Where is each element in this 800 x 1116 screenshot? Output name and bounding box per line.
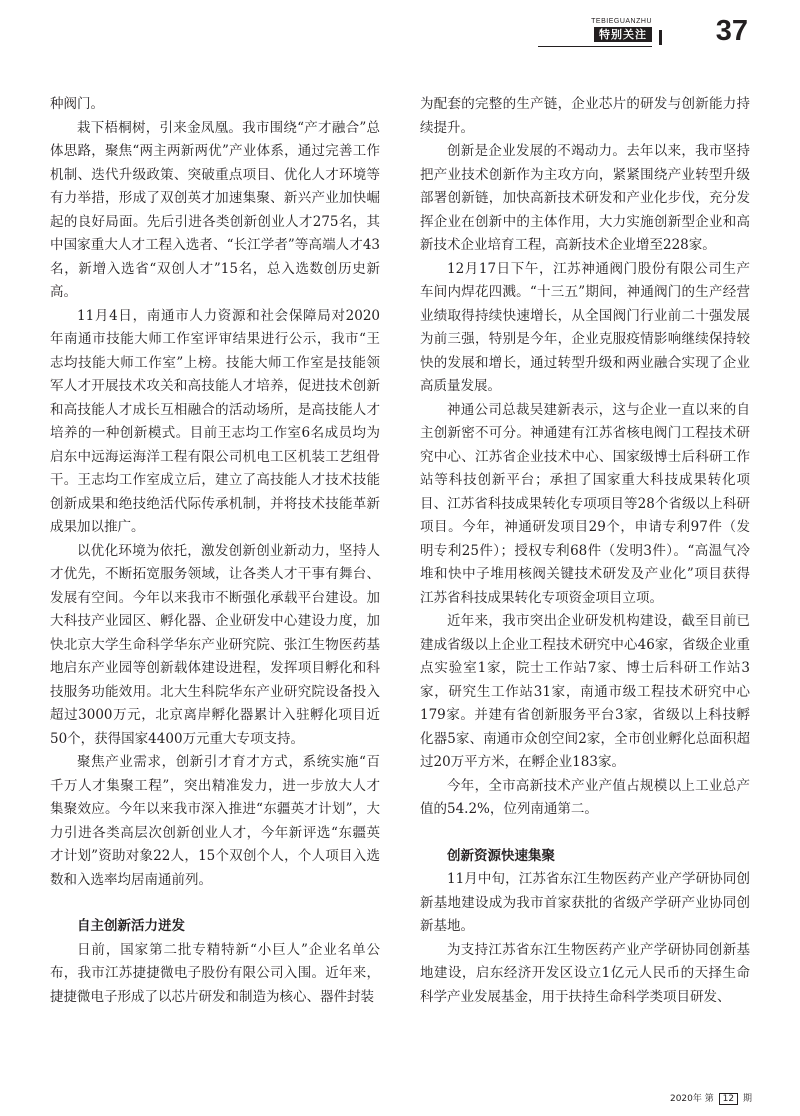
section-heading: 自主创新活力迸发	[77, 918, 185, 934]
header-pinyin: TEBIEGUANZHU	[591, 18, 652, 25]
page-footer	[670, 1091, 752, 1105]
section-heading: 创新资源快速集聚	[447, 847, 555, 864]
paragraph: 11月4日，南通市人力资源和社会保障局对2020年南通市技能大师工作室评审结果进行公示，我市“王志均技能大师工作室”上榜。技能大师工作室是技能领军人才开展技术攻关和高技能人才培养，促进技术创新和高技能人才成长互相融合的活动场所，是高技能人才培养的一种创新模式。目前王志均工作室6名成员均为启东中远海运海洋工程有限公司机电工区机装工艺组骨干。王志均工作室成立后，建立了高技能人才技术技能创新成果和绝技绝活代际传承机制，并将技术技能革新成果加以推广。	[50, 307, 380, 535]
left-column	[50, 93, 380, 1009]
paragraph: 近年来，我市突出企业研发机构建设，截至目前已建成省级以上企业工程技术研究中心46家，省级企业重点实验室1家，院士工作站7家、博士后科研工作站3家，研究生工作站31家，南通市级工程技术研究中心179家。并建有省创新服务平台3家，省级以上科技孵化器5家、南通市众创空间2家，全市创业孵化总面积超过20万平方米，在孵企业183家。	[420, 613, 750, 770]
page-header	[538, 14, 748, 48]
header-divider-bar	[659, 30, 662, 45]
header-section-tag: 特别关注	[594, 27, 652, 42]
footer-issue-number: 12	[719, 1093, 738, 1105]
footer-year: 2020年	[669, 1094, 702, 1104]
paragraph: 11月中旬，江苏省东江生物医药产业产学研协同创新基地建设成为我市首家获批的省级产学研产业协同创新基地。	[420, 871, 750, 934]
page-number: 37	[715, 15, 748, 47]
paragraph: 12月17日下午，江苏神通阀门股份有限公司生产车间内焊花四溅。“十三五”期间，神通阀门的生产经营业绩取得持续快速增长，从全国阀门行业前二十强发展为前三强，特别是今年，企业克服疫情影响继续保持较快的发展和增长，通过转型升级和两业融合实现了企业高质量发展。	[420, 260, 750, 394]
paragraph: 为配套的完整的生产链，企业芯片的研发与创新能力持续提升。	[420, 96, 750, 136]
paragraph: 创新是企业发展的不竭动力。去年以来，我市坚持把产业技术创新作为主攻方向，紧紧围绕产业转型升级部署创新链，加快高新技术研发和产业化步伐，充分发挥企业在创新中的主体作用，大力实施创新型企业和高新技术企业培育工程，高新技术企业增至228家。	[420, 143, 750, 253]
paragraph: 以优化环境为依托，激发创新创业新动力，坚持人才优先，不断拓宽服务领域，让各类人才干事有舞台、发展有空间。今年以来我市不断强化承载平台建设。加大科技产业园区、孵化器、企业研发中心建设力度，加快北京大学生命科学华东产业研究院、张江生物医药基地启东产业园等创新载体建设进程，发挥项目孵化和科技服务功能效用。北大生科院华东产业研究院设备投入超过3000万元，北京离岸孵化器累计入驻孵化项目近50个，获得国家4400万元重大专项支持。	[50, 542, 380, 747]
paragraph: 日前，国家第二批专精特新“小巨人”企业名单公布，我市江苏捷捷微电子股份有限公司入围。近年来，捷捷微电子形成了以芯片研发和制造为核心、器件封装	[50, 941, 380, 1005]
header-rule	[538, 46, 652, 47]
footer-di: 第	[704, 1094, 714, 1104]
paragraph: 栽下梧桐树，引来金凤凰。我市围绕“产才融合”总体思路，聚焦“两主两新两优”产业体系，通过完善工作机制、迭代升级政策、突破重点项目、优化人才环境等有力举措，形成了双创英才加速集聚、新兴产业加快崛起的良好局面。先后引进各类创新创业人才275名，其中国家重大人才工程入选者、“长江学者”等高端人才43名，新增入选省“双创人才”15名，总入选数创历史新高。	[50, 119, 380, 300]
paragraph: 种阀门。	[50, 96, 104, 112]
footer-qi: 期	[742, 1094, 752, 1104]
paragraph: 神通公司总裁吴建新表示，这与企业一直以来的自主创新密不可分。神通建有江苏省核电阀门工程技术研究中心、江苏省企业技术中心、国家级博士后科研工作站等科技创新平台；承担了国家重大科技成果转化项目、江苏省科技成果转化专项项目等28个省级以上科研项目。今年，神通研发项目29个，申请专利97件（发明专利25件）；授权专利68件（发明3件）。“高温气冷堆和快中子堆用核阀关键技术研发及产业化”项目获得江苏省科技成果转化专项资金项目立项。	[420, 401, 750, 606]
paragraph: 今年，全市高新技术产业产值占规模以上工业总产值的54.2%，位列南通第二。	[420, 777, 750, 817]
paragraph: 为支持江苏省东江生物医药产业产学研协同创新基地建设，启东经济开发区设立1亿元人民币的天择生命科学产业发展基金，用于扶持生命科学类项目研发、	[420, 941, 750, 1005]
paragraph: 聚焦产业需求，创新引才育才方式，系统实施“百千万人才集聚工程”，突出精准发力，进一步放大人才集聚效应。今年以来我市深入推进“东疆英才计划”，大力引进各类高层次创新创业人才，今年新评选“东疆英才计划”资助对象22人，15个双创个人，个人项目入选数和入选率均居南通前列。	[50, 754, 380, 888]
right-column	[420, 93, 750, 1009]
